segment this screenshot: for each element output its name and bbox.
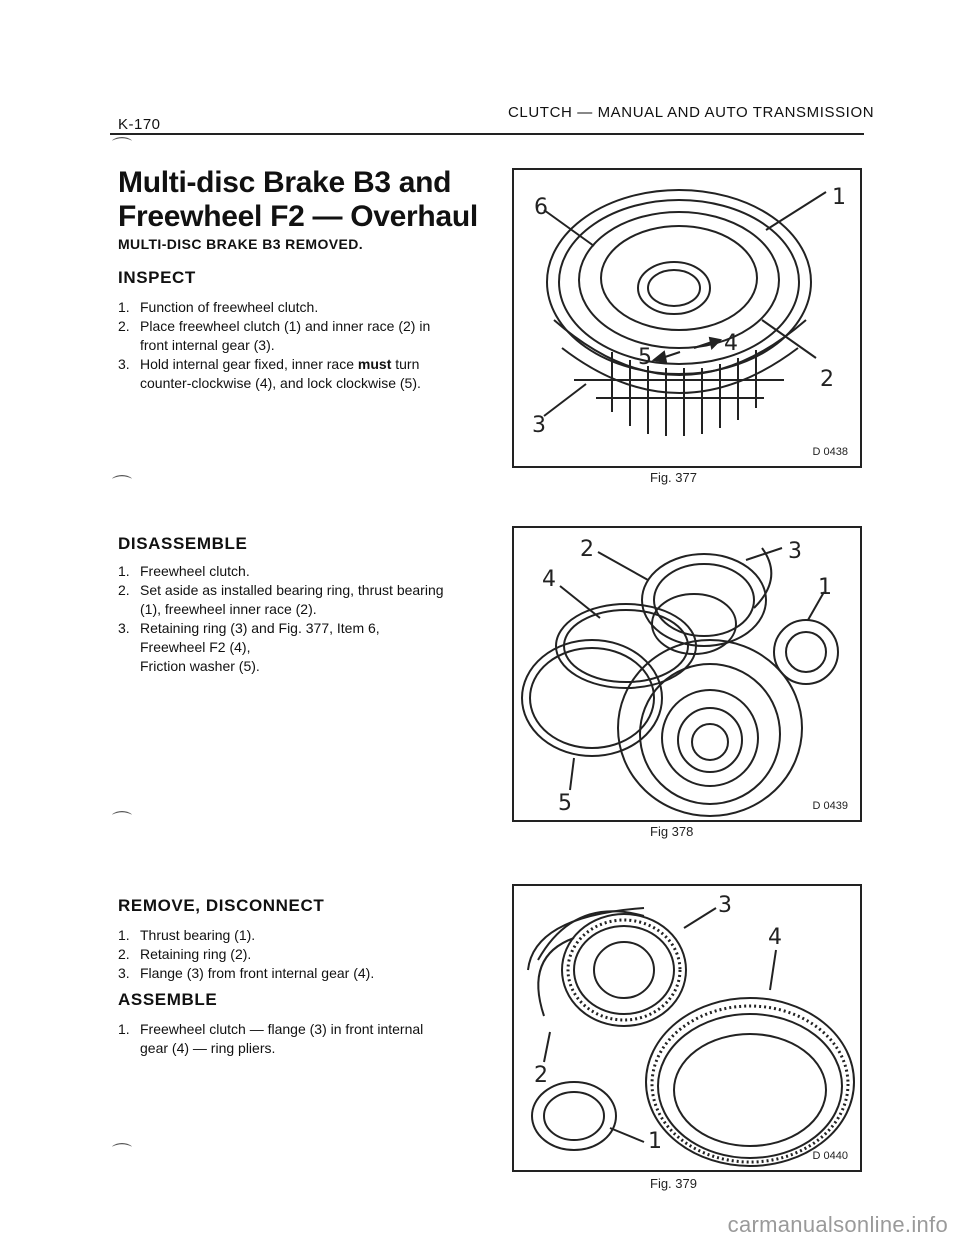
callout-label: 1 (832, 185, 846, 210)
list-item (118, 945, 458, 964)
step-text: Flange (3) from front internal gear (4). (140, 965, 375, 981)
figure-378 (512, 526, 862, 822)
list-item (118, 562, 458, 581)
callout-label: 5 (558, 791, 572, 816)
assemble-steps (118, 1020, 448, 1058)
step-number: 3. (118, 620, 130, 636)
figure-caption: Fig. 379 (650, 1176, 697, 1191)
page-title (118, 166, 478, 234)
callout-label: 2 (580, 537, 594, 562)
callout-label: 2 (534, 1063, 548, 1088)
step-text: Friction washer (5). (140, 658, 260, 674)
freewheel-clutch-illustration (514, 170, 860, 466)
page-number: K-170 (118, 116, 161, 133)
list-item (118, 298, 458, 317)
step-text: Hold internal gear fixed, inner race (140, 356, 358, 372)
list-item (118, 619, 458, 676)
step-number: 1. (118, 927, 130, 943)
callout-label: 3 (532, 413, 546, 438)
list-item (118, 317, 458, 355)
step-number: 3. (118, 965, 130, 981)
title-line: Freewheel F2 — Overhaul (118, 200, 478, 233)
margin-mark: ⌒ (112, 475, 132, 497)
section-heading-remove: REMOVE, DISCONNECT (118, 896, 325, 915)
margin-mark: ⌒ (112, 811, 132, 833)
section-heading-inspect: INSPECT (118, 268, 196, 287)
figure-code: D 0438 (812, 446, 848, 458)
list-item (118, 1020, 448, 1058)
step-text: Freewheel F2 (4), (140, 639, 251, 655)
margin-mark: ⌒ (112, 137, 132, 159)
step-text: Thrust bearing (1). (140, 927, 256, 943)
callout-label: 5 (638, 345, 652, 370)
step-number: 1. (118, 563, 130, 579)
step-number: 1. (118, 299, 130, 315)
list-item (118, 964, 458, 983)
remove-steps (118, 926, 458, 983)
step-text: Freewheel clutch — flange (3) in front internal gear (4) — ring pliers. (140, 1021, 424, 1056)
section-heading-disassemble: DISASSEMBLE (118, 534, 248, 553)
figure-379 (512, 884, 862, 1172)
list-item (118, 355, 458, 393)
step-text: Retaining ring (3) and Fig. 377, Item 6, (140, 620, 380, 636)
callout-label: 6 (534, 195, 548, 220)
section-heading-assemble: ASSEMBLE (118, 990, 218, 1009)
figure-code: D 0440 (812, 1150, 848, 1162)
freewheel-parts-illustration (514, 528, 860, 820)
callout-label: 4 (768, 925, 782, 950)
figure-caption: Fig. 377 (650, 470, 697, 485)
step-number: 2. (118, 946, 130, 962)
callout-label: 1 (818, 575, 832, 600)
figure-caption: Fig 378 (650, 824, 694, 839)
step-number: 2. (118, 582, 130, 598)
header-rule (110, 133, 864, 135)
step-number: 3. (118, 356, 130, 372)
inspect-steps (118, 298, 458, 393)
figure-code: D 0439 (812, 800, 848, 812)
margin-mark: ⌒ (112, 1143, 132, 1165)
callout-label: 3 (788, 539, 802, 564)
step-text: turn counter-clockwise (4), and lock clockwise (5). (140, 356, 421, 391)
callout-label: 2 (820, 367, 834, 392)
step-number: 2. (118, 318, 130, 334)
callout-label: 1 (648, 1129, 662, 1154)
site-watermark: carmanualsonline.info (727, 1212, 948, 1237)
step-text-emphasis: must (357, 356, 392, 372)
step-number: 1. (118, 1021, 130, 1037)
step-text: Retaining ring (2). (140, 946, 252, 962)
step-text: Place freewheel clutch (1) and inner race (2) in front internal gear (3). (140, 318, 431, 353)
callout-label: 4 (542, 567, 556, 592)
step-text: Freewheel clutch. (140, 563, 250, 579)
flange-and-gear-illustration (514, 886, 860, 1170)
list-item (118, 926, 458, 945)
step-text: Function of freewheel clutch. (140, 299, 319, 315)
callout-label: 4 (724, 331, 738, 356)
callout-label: 3 (718, 893, 732, 918)
disassemble-steps (118, 562, 458, 676)
figure-377 (512, 168, 862, 468)
subheading: MULTI-DISC BRAKE B3 REMOVED. (118, 236, 364, 252)
list-item (118, 581, 458, 619)
step-text: Set aside as installed bearing ring, thrust bearing (1), freewheel inner race (2). (140, 582, 444, 617)
title-line: Multi-disc Brake B3 and (118, 166, 452, 199)
running-head: CLUTCH — MANUAL AND AUTO TRANSMISSION (508, 104, 875, 121)
